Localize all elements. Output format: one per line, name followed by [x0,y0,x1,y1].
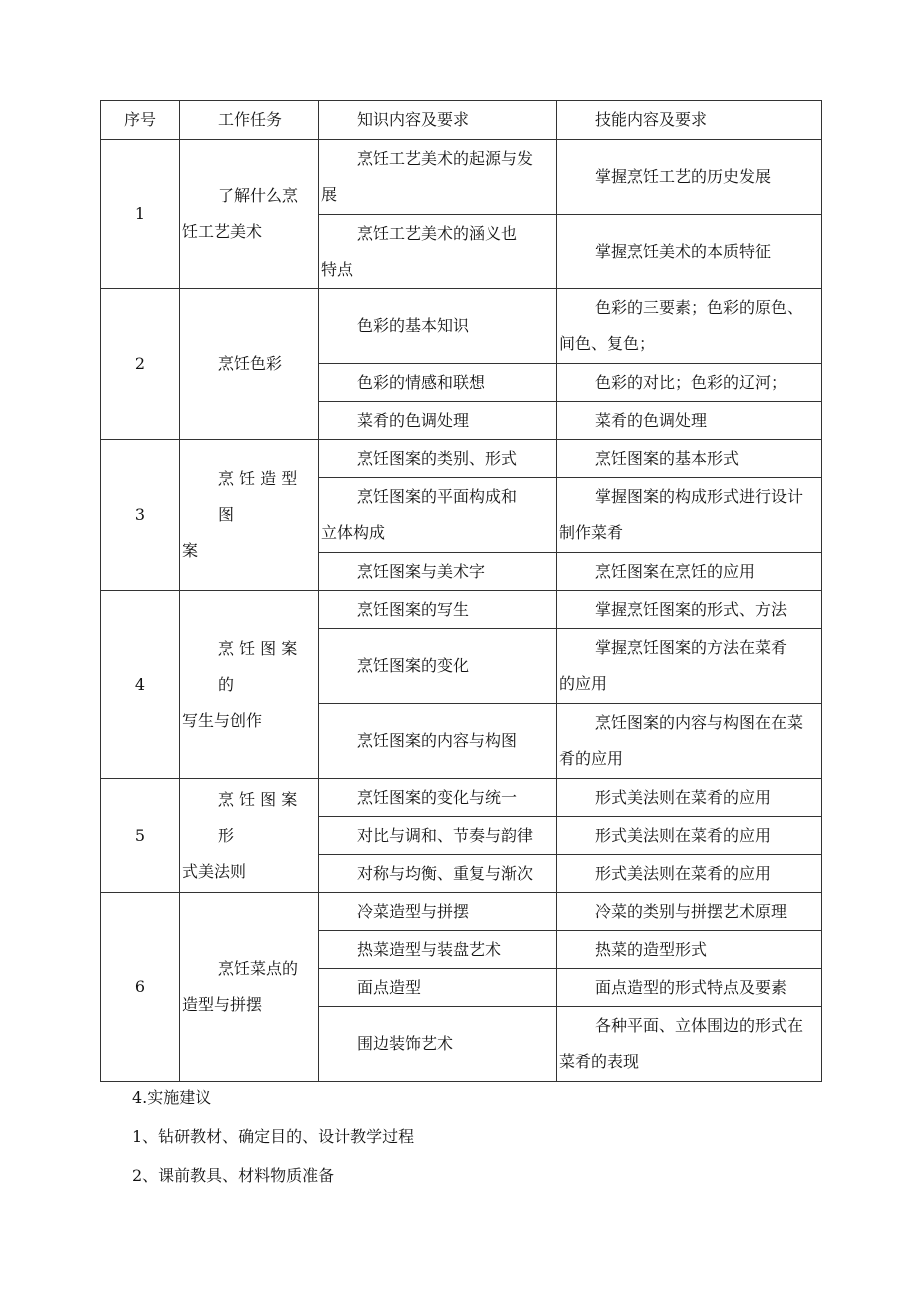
skill-cell [557,140,822,215]
skill-text: 菜肴的表现 [559,1052,640,1071]
knowledge-text: 菜肴的色调处理 [357,410,470,430]
skill-text: 掌握烹饪美术的本质特征 [595,241,772,261]
knowledge-text: 色彩的情感和联想 [357,372,486,392]
knowledge-text: 烹饪图案的变化与统一 [357,787,518,807]
header-knowledge: 知识内容及要求 [319,101,557,140]
table-row [101,140,822,215]
table-row [101,591,822,629]
knowledge-text: 立体构成 [321,523,386,542]
skill-text: 制作菜肴 [559,523,624,542]
header-task: 工作任务 [218,110,283,129]
suggestion-item-1: 1、钻研教材、确定目的、设计教学过程 [132,1127,415,1146]
task-cell [180,893,319,1082]
knowledge-text: 烹饪图案的写生 [357,599,470,619]
skill-text: 肴的应用 [559,749,624,768]
task-text: 烹饪菜点的 [218,959,299,978]
skill-cell [557,364,822,402]
suggestion-item-2: 2、课前教具、材料物质准备 [132,1166,335,1185]
knowledge-cell [319,440,557,478]
skill-text: 色彩的对比；色彩的辽河； [595,372,788,392]
skill-text: 掌握烹饪图案的形式、方法 [595,599,788,619]
task-cell [180,779,319,893]
skill-cell [557,893,822,931]
skill-cell [557,440,822,478]
knowledge-cell [319,140,557,215]
knowledge-cell [319,553,557,591]
task-cell [180,140,319,289]
skill-cell [557,478,822,553]
knowledge-cell [319,1007,557,1082]
skill-text: 热菜的造型形式 [595,939,708,959]
knowledge-text: 特点 [321,259,354,279]
task-text: 写生与创作 [182,710,263,730]
task-text: 烹饪色彩 [218,354,283,373]
task-cell [180,289,319,440]
table-row [101,779,822,817]
row-number: 5 [101,779,180,893]
knowledge-cell [319,364,557,402]
skill-cell [557,553,822,591]
skill-cell [557,289,822,364]
table-row [101,440,822,478]
task-text: 饪工艺美术 [182,222,263,241]
knowledge-text: 对称与均衡、重复与渐次 [357,863,534,883]
task-text: 造型与拼摆 [182,995,263,1014]
knowledge-text: 烹饪工艺美术的起源与发 [357,149,534,168]
row-number: 4 [101,591,180,779]
table-header-row [101,101,822,140]
skill-cell [557,855,822,893]
row-number: 6 [101,893,180,1082]
skill-text: 形式美法则在菜肴的应用 [595,863,772,883]
knowledge-cell [319,215,557,289]
task-text: 烹 饪 图 案 形 [218,789,298,845]
skill-text: 掌握烹饪图案的方法在菜肴 [595,638,788,657]
skill-cell [557,931,822,969]
skill-text: 间色、复色； [559,334,656,353]
skill-text: 各种平面、立体围边的形式在 [595,1016,804,1035]
skill-text: 菜肴的色调处理 [595,410,708,430]
skill-text: 的应用 [559,674,608,693]
knowledge-cell [319,704,557,779]
knowledge-cell [319,893,557,931]
skill-text: 掌握烹饪工艺的历史发展 [595,167,772,186]
knowledge-text: 烹饪工艺美术的涵义也 [357,223,518,243]
knowledge-cell [319,591,557,629]
skill-cell [557,704,822,779]
knowledge-text: 冷菜造型与拼摆 [357,901,470,921]
table-row [101,893,822,931]
skill-text: 形式美法则在菜肴的应用 [595,787,772,807]
knowledge-cell [319,478,557,553]
knowledge-text: 对比与调和、节奏与韵律 [357,825,534,845]
section-heading: 4.实施建议 [132,1088,212,1107]
knowledge-text: 展 [321,185,338,204]
task-cell [180,591,319,779]
task-text: 了解什么烹 [218,186,299,205]
knowledge-cell [319,629,557,704]
row-number: 2 [101,289,180,440]
knowledge-cell [319,817,557,855]
skill-cell [557,1007,822,1082]
skill-cell [557,817,822,855]
knowledge-cell [319,402,557,440]
knowledge-cell [319,779,557,817]
knowledge-text: 烹饪图案的变化 [357,656,470,675]
skill-text: 烹饪图案的内容与构图在在菜 [595,713,804,732]
knowledge-text: 烹饪图案与美术字 [357,561,486,581]
row-number: 3 [101,440,180,591]
knowledge-text: 烹饪图案的内容与构图 [357,731,518,750]
skill-text: 烹饪图案在烹饪的应用 [595,561,756,581]
skill-cell [557,629,822,704]
header-number: 序号 [101,101,180,140]
task-text: 烹 饪 造 型 图 [218,469,298,524]
knowledge-text: 围边装饰艺术 [357,1034,454,1053]
skill-cell [557,969,822,1007]
knowledge-cell [319,931,557,969]
skill-text: 面点造型的形式特点及要素 [595,977,788,997]
curriculum-table [100,100,822,1082]
skill-text: 冷菜的类别与拼摆艺术原理 [595,901,788,921]
knowledge-cell [319,855,557,893]
task-cell [180,440,319,591]
skill-text: 烹饪图案的基本形式 [595,448,740,468]
header-skill: 技能内容及要求 [557,101,822,140]
skill-text: 形式美法则在菜肴的应用 [595,825,772,845]
task-text: 烹 饪 图 案 的 [218,638,298,694]
row-number: 1 [101,140,180,289]
knowledge-cell [319,289,557,364]
knowledge-text: 烹饪图案的平面构成和 [357,487,518,506]
knowledge-text: 烹饪图案的类别、形式 [357,448,518,468]
knowledge-text: 色彩的基本知识 [357,316,470,335]
skill-cell [557,215,822,289]
skill-cell [557,402,822,440]
skill-text: 掌握图案的构成形式进行设计 [595,487,804,506]
knowledge-text: 热菜造型与装盘艺术 [357,939,502,959]
skill-cell [557,779,822,817]
knowledge-text: 面点造型 [357,977,422,997]
task-text: 式美法则 [182,861,247,881]
task-text: 案 [182,541,199,560]
knowledge-cell [319,969,557,1007]
skill-cell [557,591,822,629]
skill-text: 色彩的三要素；色彩的原色、 [595,298,804,317]
table-row [101,289,822,364]
